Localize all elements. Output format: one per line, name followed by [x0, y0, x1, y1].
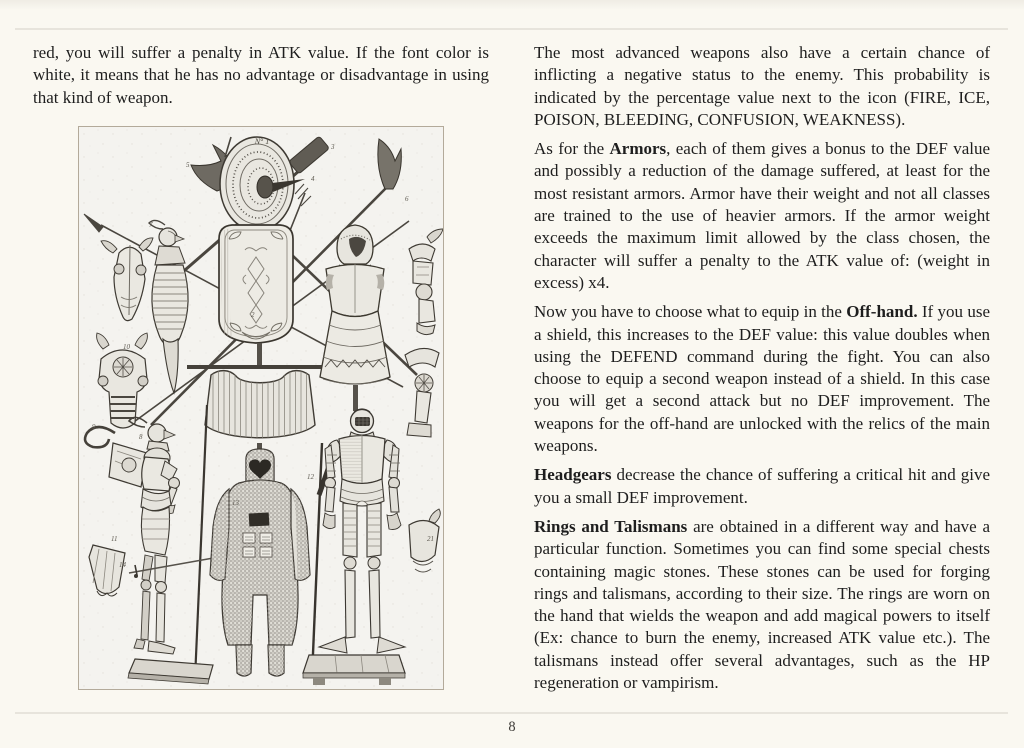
page-top-shade — [0, 0, 1024, 10]
paragraph: Now you have to choose what to equip in the Off-hand. If you use a shield, this increases to the DEF value: this value doubles when using the DEFEND command during the fight. You can also choose to equip a second weapon instead of a shield. In this case you will get a second attack but no DEF improvement. The weapons for the off-hand are unlocked with the relics of the main weapons. — [534, 302, 991, 456]
svg-text:14: 14 — [119, 561, 126, 569]
armor-engraving-figure — [78, 126, 444, 690]
paragraph: The most advanced weapons also have a certain chance of inflicting a negative status to the enemy. This probability is indicated by the percentage value next to the icon (FIRE, ICE, POISON, BLEEDING, CONFUSION, WEAKNESS). — [534, 43, 990, 129]
svg-text:21: 21 — [427, 535, 434, 543]
svg-text:5: 5 — [186, 161, 190, 169]
armor-engraving-illustration — [79, 127, 443, 689]
left-column — [33, 42, 489, 116]
left-paragraph: red, you will suffer a penalty in ATK value. If the font color is white, it means that he has no advantage or disadvantage in using that kind of weapon. — [33, 43, 489, 107]
paragraph: As for the Armors, each of them gives a bonus to the DEF value and possibly a reduction of the damage suffered, at least for the most resistant armors. Armor have their weight and not all classes are trained to the use of heavier armors. If the armor weight exceeds the maximum limit allowed by the class chosen, the character will suffer a penalty to the ATK value of: (weight in excess) x4. — [534, 139, 991, 292]
svg-text:4: 4 — [311, 175, 315, 183]
svg-text:3: 3 — [331, 143, 335, 151]
page-number: 8 — [508, 719, 516, 735]
svg-text:2: 2 — [251, 311, 255, 319]
top-rule — [15, 28, 1008, 30]
svg-text:6: 6 — [405, 195, 409, 203]
paragraph: Headgears decrease the chance of suffering a critical hit and give you a small DEF improvement. — [534, 465, 990, 507]
svg-text:7: 7 — [149, 221, 153, 229]
bottom-rule — [15, 712, 1008, 714]
svg-text:9: 9 — [92, 423, 96, 431]
right-column — [534, 42, 990, 701]
svg-text:11: 11 — [111, 535, 118, 543]
svg-text:8: 8 — [139, 433, 143, 441]
paragraph: Rings and Talismans are obtained in a different way and have a particular function. Sometimes you can find some special chests containing magic stones. These stones can be used for forging rings and talismans, according to their size. The rings are worn on the hand that wields the weapon and add magical powers to itself (Ex: chance to burn the enemy, increased ATK value etc.). The talismans instead offer several advantages, such as the HP regeneration or vampirism. — [534, 516, 991, 693]
svg-text:13: 13 — [232, 499, 239, 507]
svg-text:10: 10 — [123, 343, 130, 351]
svg-text:12: 12 — [307, 473, 314, 481]
plate-title-label: N° 1 — [254, 137, 270, 146]
